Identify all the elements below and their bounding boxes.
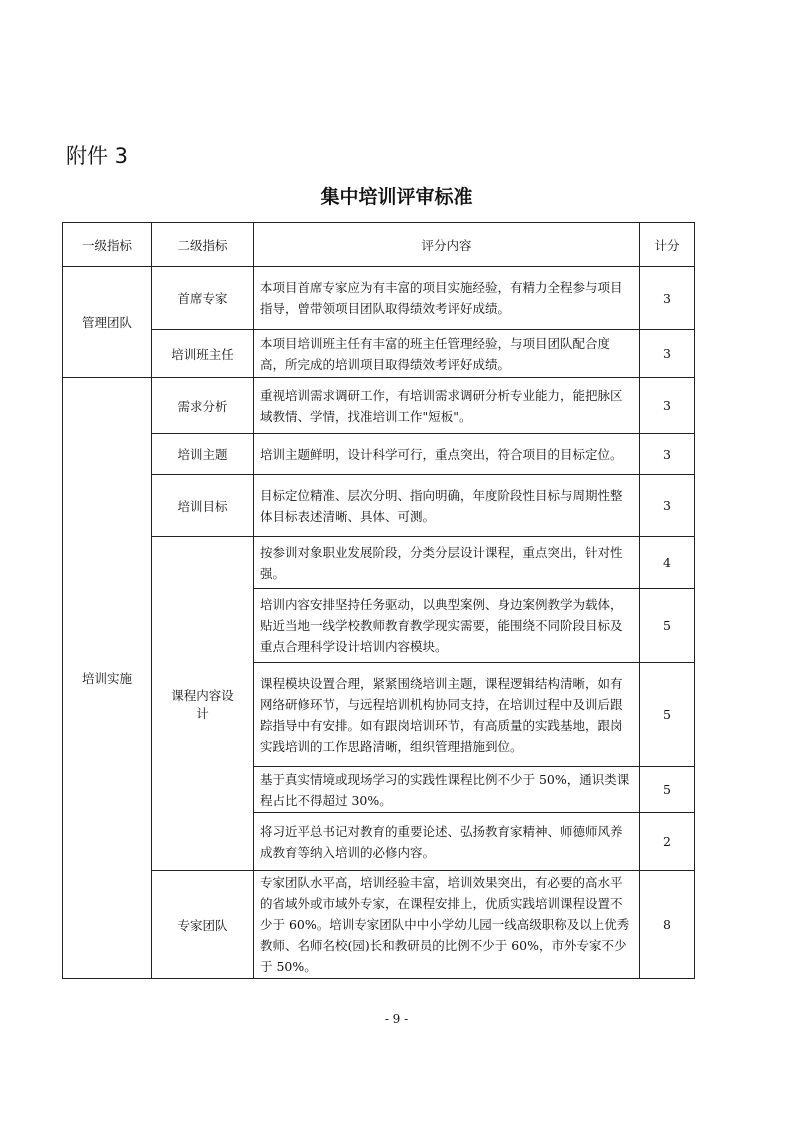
- level2-cell: 需求分析: [152, 378, 254, 434]
- table-row: [63, 330, 695, 378]
- header-level1: 一级指标: [63, 223, 152, 267]
- evaluation-standards-table: [62, 222, 695, 979]
- level2-cell: 培训目标: [152, 475, 254, 537]
- level2-cell: 专家团队: [152, 871, 254, 979]
- table-row: [63, 871, 695, 979]
- content-cell: 本项目培训班主任有丰富的班主任管理经验，与项目团队配合度高，所完成的培训项目取得绩效考评好成绩。: [254, 330, 640, 378]
- level2-cell: 首席专家: [152, 267, 254, 330]
- table-row: [63, 267, 695, 330]
- level2-cell: 培训班主任: [152, 330, 254, 378]
- score-cell: 3: [640, 267, 695, 330]
- table-row: [63, 378, 695, 434]
- attachment-label: 附件 3: [66, 144, 129, 168]
- level2-cell: 课程内容设计: [152, 537, 254, 871]
- header-score: 计分: [640, 223, 695, 267]
- table-header-row: [63, 223, 695, 267]
- header-level2: 二级指标: [152, 223, 254, 267]
- score-cell: 3: [640, 378, 695, 434]
- table-row: [63, 537, 695, 589]
- content-cell: 培训内容安排坚持任务驱动，以典型案例、身边案例教学为载体，贴近当地一线学校教师教育教学现实需要，能围绕不同阶段目标及重点合理科学设计培训内容模块。: [254, 589, 640, 663]
- level1-cell: 管理团队: [63, 267, 152, 378]
- score-cell: 4: [640, 537, 695, 589]
- score-cell: 5: [640, 663, 695, 767]
- content-cell: 本项目首席专家应为有丰富的项目实施经验，有精力全程参与项目指导，曾带领项目团队取得绩效考评好成绩。: [254, 267, 640, 330]
- score-cell: 2: [640, 813, 695, 871]
- score-cell: 5: [640, 767, 695, 813]
- content-cell: 将习近平总书记对教育的重要论述、弘扬教育家精神、师德师风养成教育等纳入培训的必修内容。: [254, 813, 640, 871]
- page-number: - 9 -: [384, 1012, 409, 1026]
- score-cell: 3: [640, 475, 695, 537]
- header-content: 评分内容: [254, 223, 640, 267]
- level2-cell: 培训主题: [152, 434, 254, 475]
- score-cell: 8: [640, 871, 695, 979]
- content-cell: 专家团队水平高，培训经验丰富，培训效果突出，有必要的高水平的省域外或市域外专家，在课程安排上，优质实践培训课程设置不少于 60%。培训专家团队中中小学幼儿园一线高级职称及以上优秀教师、名师名校(园)长和教研员的比例不少于 60%，市外专家不少于 50%。: [254, 871, 640, 979]
- content-cell: 基于真实情境或现场学习的实践性课程比例不少于 50%，通识类课程占比不得超过 30%。: [254, 767, 640, 813]
- score-cell: 3: [640, 434, 695, 475]
- content-cell: 培训主题鲜明，设计科学可行，重点突出，符合项目的目标定位。: [254, 434, 640, 475]
- content-cell: 目标定位精准、层次分明、指向明确，年度阶段性目标与周期性整体目标表述清晰、具体、可测。: [254, 475, 640, 537]
- content-cell: 课程模块设置合理，紧紧围绕培训主题，课程逻辑结构清晰，如有网络研修环节，与远程培训机构协同支持，在培训过程中及训后跟踪指导中有安排。如有跟岗培训环节，有高质量的实践基地，跟岗实践培训的工作思路清晰，组织管理措施到位。: [254, 663, 640, 767]
- score-cell: 5: [640, 589, 695, 663]
- table-row: [63, 434, 695, 475]
- page-title: 集中培训评审标准: [320, 186, 473, 208]
- content-cell: 按参训对象职业发展阶段，分类分层设计课程，重点突出，针对性强。: [254, 537, 640, 589]
- score-cell: 3: [640, 330, 695, 378]
- level1-cell: 培训实施: [63, 378, 152, 979]
- content-cell: 重视培训需求调研工作，有培训需求调研分析专业能力，能把脉区域教情、学情，找准培训工作"短板"。: [254, 378, 640, 434]
- table-row: [63, 475, 695, 537]
